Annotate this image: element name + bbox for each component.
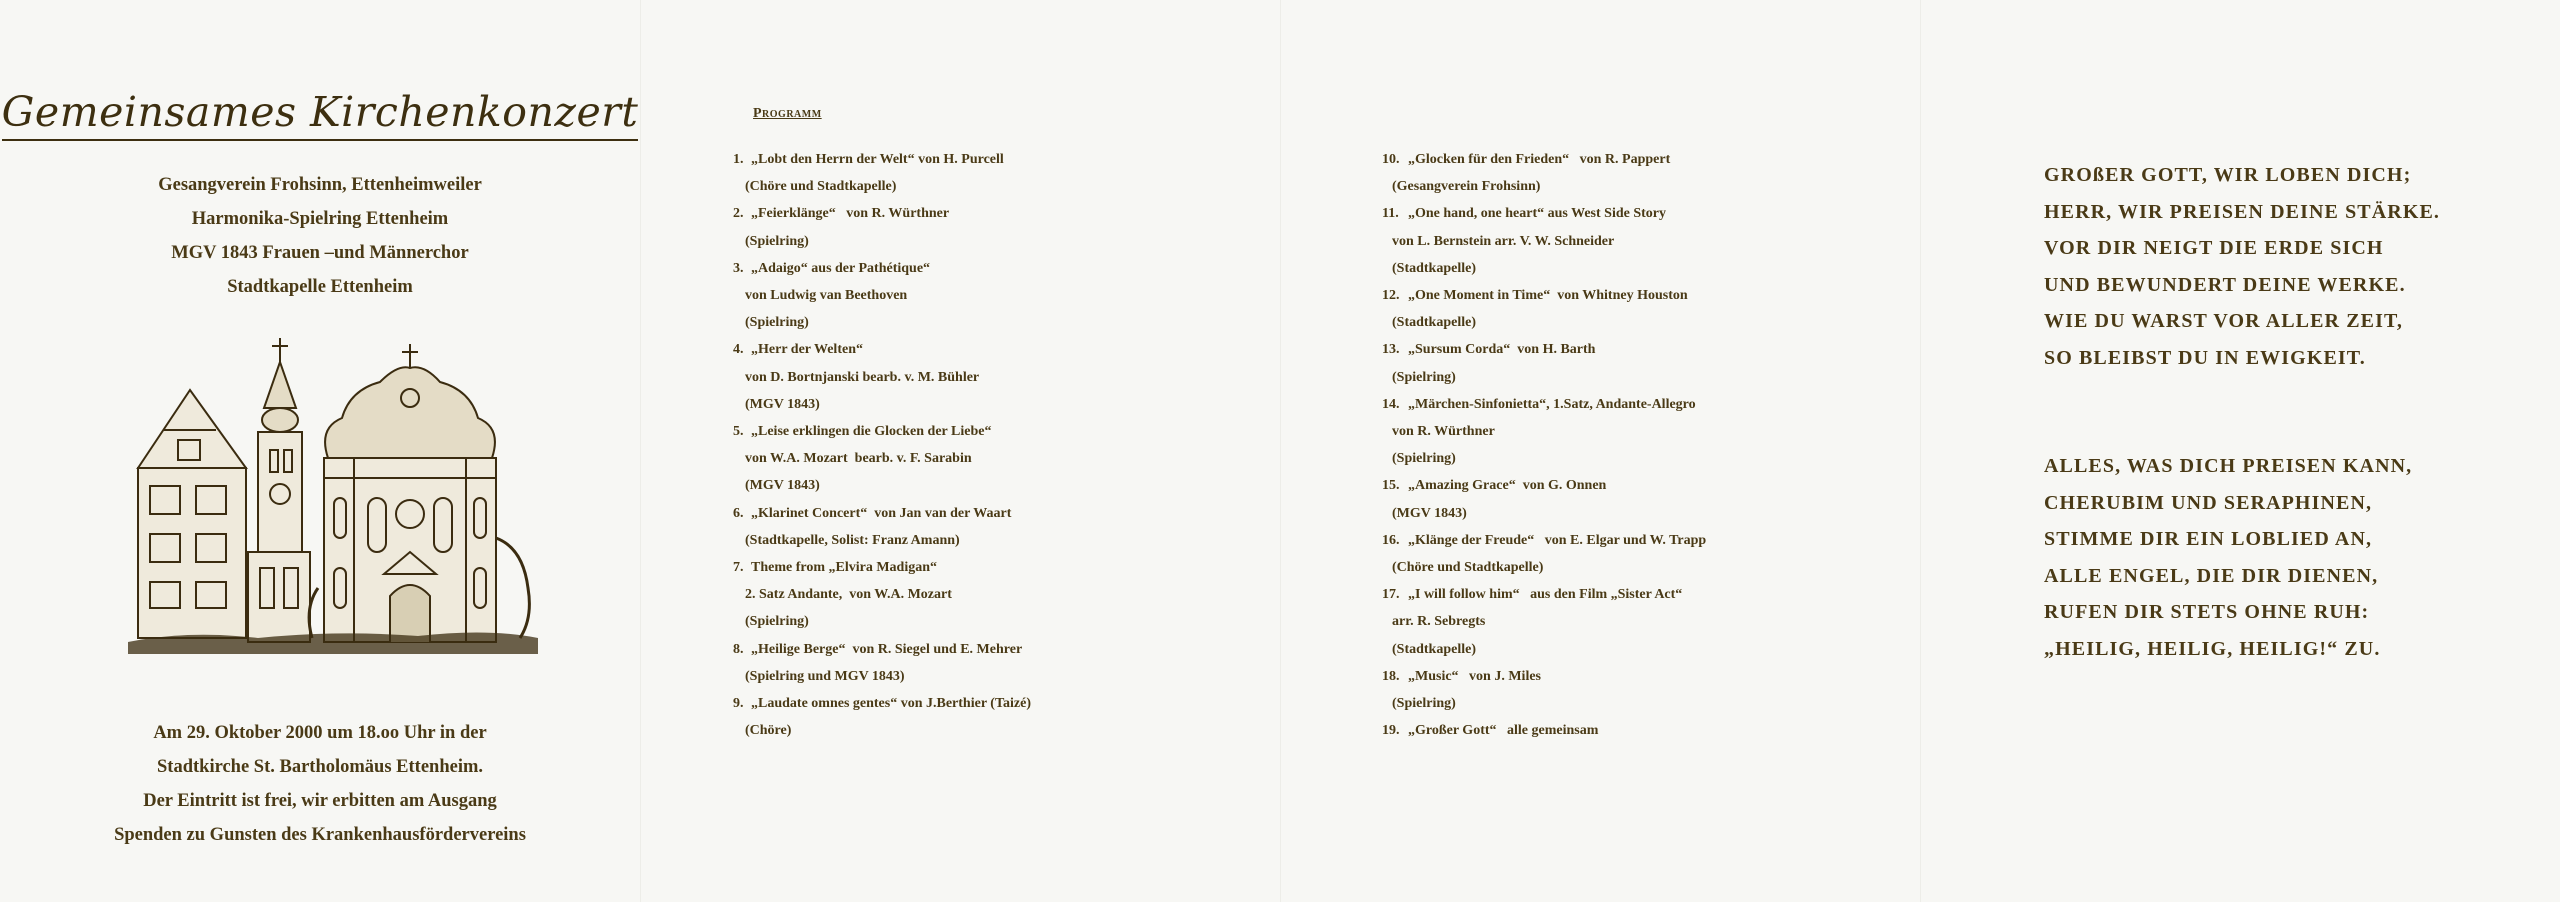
- program-item-detail: [733, 581, 1031, 608]
- program-item-text: (Chöre und Stadtkapelle): [1392, 560, 1544, 576]
- program-item: [733, 336, 1031, 418]
- hymn-line: „HEILIG, HEILIG, HEILIG!“ ZU.: [2044, 637, 2381, 660]
- hymn-line: VOR DIR NEIGT DIE ERDE SICH: [2044, 237, 2384, 259]
- ensemble-name: MGV 1843 Frauen –und Männerchor: [171, 243, 469, 263]
- program-item-text: (Spielring): [745, 614, 809, 630]
- program-item-title: [1382, 391, 1706, 418]
- concert-title: Gemeinsames Kirchenkonzert: [0, 88, 640, 136]
- program-item-detail: [733, 663, 1031, 690]
- hymn-line: SO BLEIBST DU IN EWIGKEIT.: [2044, 346, 2366, 369]
- program-item-number: 10.: [1382, 152, 1400, 167]
- hymn-line: RUFEN DIR STETS OHNE RUH:: [2044, 601, 2370, 623]
- program-item-detail: [733, 445, 1031, 472]
- program-item-title: [733, 500, 1031, 527]
- program-item-text: „Feierklänge“ von R. Würthner: [751, 206, 950, 222]
- program-item-text: (MGV 1843): [745, 478, 820, 494]
- church-drawing-icon: [128, 338, 538, 668]
- program-item-text: von D. Bortnjanski bearb. v. M. Bühler: [745, 369, 980, 385]
- hymn-panel: [1920, 0, 2560, 902]
- program-panel-left: [640, 0, 1280, 902]
- program-item-detail: [733, 364, 1031, 391]
- program-item-text: „Sursum Corda“ von H. Barth: [1408, 342, 1596, 358]
- program-item-text: (Spielring): [745, 315, 809, 331]
- program-item: [1382, 581, 1706, 663]
- program-item: [733, 200, 1031, 254]
- program-item-number: 16.: [1382, 532, 1400, 548]
- hymn-line: ALLES, WAS DICH PREISEN KANN,: [2044, 455, 2413, 477]
- program-item-text: (Spielring): [745, 233, 809, 249]
- program-item-text: „One hand, one heart“ aus West Side Story: [1408, 206, 1666, 222]
- program-item-text: Theme from „Elvira Madigan“: [751, 560, 938, 576]
- hymn-verse-1: [2044, 157, 2440, 376]
- program-item-title: [733, 690, 1031, 717]
- program-item-text: arr. R. Sebregts: [1392, 614, 1486, 630]
- program-item-text: „Music“ von J. Miles: [1408, 668, 1541, 684]
- program-item-detail: [1382, 636, 1706, 663]
- program-item-number: 17.: [1382, 587, 1400, 603]
- program-item-text: (Spielring): [1392, 369, 1456, 385]
- hymn-line: CHERUBIM UND SERAPHINEN,: [2044, 491, 2373, 514]
- program-item-number: 5.: [733, 424, 744, 440]
- info-line: Der Eintritt ist frei, wir erbitten am Ausgang: [143, 791, 497, 811]
- program-item-title: [733, 554, 1031, 581]
- program-item-number: 9.: [733, 696, 744, 712]
- program-item-number: 12.: [1382, 288, 1400, 304]
- program-item-number: 14.: [1382, 396, 1400, 412]
- hymn-line: HERR, WIR PREISEN DEINE STÄRKE.: [2044, 200, 2441, 223]
- program-item-text: von Ludwig van Beethoven: [745, 288, 908, 304]
- program-item-number: 8.: [733, 641, 744, 657]
- hymn-line: WIE DU WARST VOR ALLER ZEIT,: [2044, 310, 2404, 332]
- program-item-detail: [733, 608, 1031, 635]
- program-item-text: „Klänge der Freude“ von E. Elgar und W. Trapp: [1408, 532, 1707, 548]
- program-item: [733, 500, 1031, 554]
- program-item-text: von L. Bernstein arr. V. W. Schneider: [1392, 233, 1615, 249]
- program-item-detail: [1382, 364, 1706, 391]
- program-item-detail: [1382, 445, 1706, 472]
- program-item-title: [733, 636, 1031, 663]
- program-item-text: (Spielring): [1392, 696, 1456, 712]
- program-item-detail: [1382, 608, 1706, 635]
- program-item-detail: [1382, 500, 1706, 527]
- program-item-title: [1382, 472, 1706, 499]
- program-item-detail: [733, 282, 1031, 309]
- program-item-text: „Leise erklingen die Glocken der Liebe“: [751, 424, 992, 440]
- program-item: [1382, 282, 1706, 336]
- program-item-title: [1382, 663, 1706, 690]
- program-item-text: (Chöre und Stadtkapelle): [745, 179, 897, 195]
- program-item-title: [1382, 581, 1706, 608]
- program-item-detail: [733, 309, 1031, 336]
- program-item-number: 4.: [733, 342, 744, 358]
- info-line: Stadtkirche St. Bartholomäus Ettenheim.: [157, 757, 483, 777]
- program-item-detail: [733, 173, 1031, 200]
- ensemble-name: Stadtkapelle Ettenheim: [227, 277, 413, 297]
- program-item-number: 3.: [733, 260, 744, 276]
- program-item-detail: [733, 527, 1031, 554]
- program-item-text: von R. Würthner: [1392, 424, 1495, 440]
- program-item-text: „Amazing Grace“ von G. Onnen: [1408, 478, 1607, 494]
- program-item-detail: [733, 391, 1031, 418]
- program-item: [1382, 717, 1706, 744]
- program-item-number: 6.: [733, 505, 744, 521]
- program-item-text: (Stadtkapelle, Solist: Franz Amann): [745, 532, 960, 548]
- program-item-title: [733, 146, 1031, 173]
- program-item-detail: [1382, 255, 1706, 282]
- program-item-text: (MGV 1843): [1392, 505, 1467, 521]
- hymn-line: GROßER GOTT, WIR LOBEN DICH;: [2044, 164, 2412, 186]
- program-item: [733, 255, 1031, 337]
- program-item-title: [1382, 282, 1706, 309]
- program-item: [1382, 336, 1706, 390]
- concert-info: [0, 716, 640, 852]
- program-item-title: [733, 255, 1031, 282]
- program-item: [1382, 146, 1706, 200]
- ensemble-name: Harmonika-Spielring Ettenheim: [191, 209, 449, 229]
- program-item-number: 13.: [1382, 342, 1400, 358]
- program-item-number: 19.: [1382, 723, 1400, 739]
- program-item-text: „One Moment in Time“ von Whitney Houston: [1408, 288, 1688, 304]
- program-item-text: 2. Satz Andante, von W.A. Mozart: [745, 587, 952, 603]
- program-item-text: (Stadtkapelle): [1392, 641, 1476, 657]
- program-item: [1382, 391, 1706, 473]
- program-item: [733, 636, 1031, 690]
- program-item: [1382, 663, 1706, 717]
- program-item: [733, 146, 1031, 200]
- program-item-number: 1.: [733, 152, 744, 167]
- program-item-text: von W.A. Mozart bearb. v. F. Sarabin: [745, 451, 972, 467]
- info-line: Spenden zu Gunsten des Krankenhausfördervereins: [114, 825, 526, 845]
- program-item-text: „Märchen-Sinfonietta“, 1.Satz, Andante-Allegro: [1408, 396, 1696, 412]
- program-item-text: (MGV 1843): [745, 396, 820, 412]
- program-item-text: (Chöre): [745, 723, 792, 739]
- program-item-detail: [1382, 418, 1706, 445]
- program-item-title: [733, 336, 1031, 363]
- program-item-text: (Stadtkapelle): [1392, 315, 1476, 331]
- program-item-detail: [1382, 309, 1706, 336]
- program-item-number: 18.: [1382, 668, 1400, 684]
- program-item-title: [1382, 527, 1706, 554]
- program-item-text: „Adaigo“ aus der Pathétique“: [751, 260, 931, 276]
- program-item: [1382, 527, 1706, 581]
- program-item-text: „Großer Gott“ alle gemeinsam: [1408, 723, 1599, 739]
- program-item-text: (Stadtkapelle): [1392, 260, 1476, 276]
- program-item-text: „Heilige Berge“ von R. Siegel und E. Mehrer: [751, 641, 1023, 657]
- hymn-line: UND BEWUNDERT DEINE WERKE.: [2044, 273, 2406, 296]
- program-item-detail: [733, 472, 1031, 499]
- program-list-right: [1382, 146, 1706, 744]
- program-item-number: 7.: [733, 560, 744, 576]
- program-item-detail: [1382, 228, 1706, 255]
- program-item-number: 15.: [1382, 478, 1400, 494]
- info-line: Am 29. Oktober 2000 um 18.oo Uhr in der: [153, 723, 487, 743]
- program-item-text: (Spielring): [1392, 451, 1456, 467]
- program-item-text: „Lobt den Herrn der Welt“ von H. Purcell: [751, 152, 1004, 167]
- program-item: [733, 690, 1031, 744]
- program-item-title: [1382, 717, 1706, 744]
- program-item: [1382, 200, 1706, 282]
- hymn-verse-2: [2044, 448, 2412, 667]
- program-item-text: „Glocken für den Frieden“ von R. Pappert: [1408, 152, 1671, 167]
- program-item-detail: [1382, 173, 1706, 200]
- program-item-detail: [1382, 554, 1706, 581]
- program-item-text: (Gesangverein Frohsinn): [1392, 179, 1541, 195]
- program-item-detail: [1382, 690, 1706, 717]
- program-item: [1382, 472, 1706, 526]
- program-item-text: „Laudate omnes gentes“ von J.Berthier (Taizé): [751, 696, 1031, 712]
- program-item-title: [733, 200, 1031, 227]
- hymn-line: STIMME DIR EIN LOBLIED AN,: [2044, 528, 2373, 550]
- program-item-title: [1382, 146, 1706, 173]
- program-item-detail: [733, 717, 1031, 744]
- program-item-detail: [733, 228, 1031, 255]
- program-item-text: „Klarinet Concert“ von Jan van der Waart: [751, 505, 1012, 521]
- program-item-number: 11.: [1382, 206, 1399, 222]
- program-item-text: „Herr der Welten“: [751, 342, 863, 358]
- program-item-text: „I will follow him“ aus den Film „Sister Act“: [1408, 587, 1683, 603]
- program-item-number: 2.: [733, 206, 744, 222]
- program-item-title: [1382, 336, 1706, 363]
- program-item: [733, 418, 1031, 500]
- program-heading: Programm: [753, 106, 822, 121]
- program-panel-right: [1280, 0, 1920, 902]
- program-item: [733, 554, 1031, 636]
- cover-panel: [0, 0, 640, 902]
- ensemble-name: Gesangverein Frohsinn, Ettenheimweiler: [158, 175, 482, 195]
- ensemble-list: [0, 168, 640, 304]
- program-list-left: [733, 146, 1031, 744]
- program-item-text: (Spielring und MGV 1843): [745, 668, 905, 684]
- program-item-title: [733, 418, 1031, 445]
- hymn-line: ALLE ENGEL, DIE DIR DIENEN,: [2044, 564, 2379, 587]
- program-item-title: [1382, 200, 1706, 227]
